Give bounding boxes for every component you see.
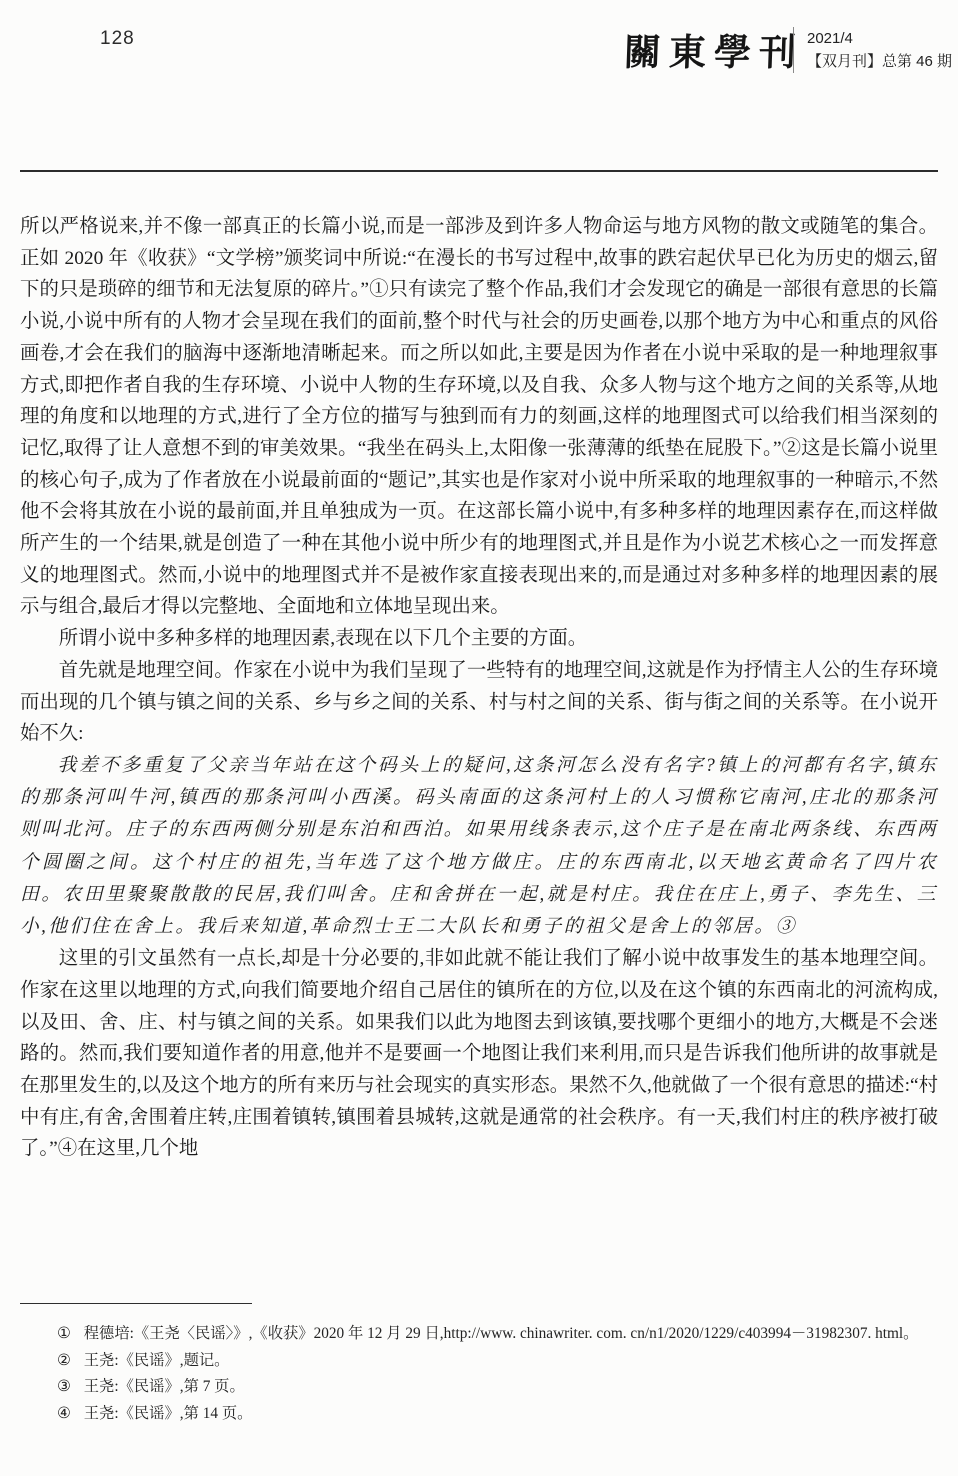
block-quote: 我差不多重复了父亲当年站在这个码头上的疑问,这条河怎么没有名字?镇上的河都有名字,镇东的那条河叫牛河,镇西的那条河叫小西溪。码头南面的这条河村上的人习惯称它南河,庄北的那条河则叫北河。庄子的东西两侧分别是东泊和西泊。如果用线条表示,这个庄子是在南北两条线、东西两个圆圈之间。这个村庄的祖先,当年选了这个地方做庄。庄的东西南北,以天地玄黄命名了四片农田。农田里聚聚散散的民居,我们叫舍。庄和舍拼在一起,就是村庄。我住在庄上,勇子、李先生、三小,他们住在舍上。我后来知道,革命烈士王二大队长和勇子的祖父是舍上的邻居。③ <box>20 754 938 937</box>
issue-info: 【双月刊】总第 46 期 <box>807 53 953 70</box>
footnote-1 <box>20 1321 936 1348</box>
paragraph-1: 所以严格说来,并不像一部真正的长篇小说,而是一部涉及到许多人物命运与地方风物的散文或随笔的集合。正如 2020 年《收获》“文学榜”颁奖词中所说:“在漫长的书写过程中,故事的跌宕起伏早已化为历史的烟云,留下的只是琐碎的细节和无法复原的碎片。”①只有读完了整个作品,我们才会发现它的确是一部很有意思的长篇小说,小说中所有的人物才会呈现在我们的面前,整个时代与社会的历史画卷,以那个地方为中心和重点的风俗画卷,才会在我们的脑海中逐渐地清晰起来。而之所以如此,主要是因为作者在小说中采取的是一种地理叙事方式,即把作者自我的生存环境、小说中人物的生存环境,以及自我、众多人物与这个地方之间的关系等,从地理的角度和以地理的方式,进行了全方位的描写与独到而有力的刻画,这样的地理图式可以给我们相当深刻的记忆,取得了让人意想不到的审美效果。“我坐在码头上,太阳像一张薄薄的纸垫在屁股下。”②这是长篇小说里的核心句子,成为了作者放在小说最前面的“题记”,其实也是作家对小说中所采取的地理叙事的一种暗示,不然他不会将其放在小说的最前面,并且单独成为一页。在这部长篇小说中,有多种多样的地理因素存在,而这样做所产生的一个结果,就是创造了一种在其他小说中所少有的地理图式,并且是作为小说艺术核心之一而发挥意义的地理图式。然而,小说中的地理图式并不是被作家直接表现出来的,而是通过对多种多样的地理因素的展示与组合,最后才得以完整地、全面地和立体地呈现出来。 <box>20 216 938 618</box>
footnote-3-text: 王尧:《民谣》,第 7 页。 <box>83 1378 245 1396</box>
page-number: 128 <box>100 28 135 49</box>
paragraph-3: 首先就是地理空间。作家在小说中为我们呈现了一些特有的地理空间,这就是作为抒情主人公的生存环境而出现的几个镇与镇之间的关系、乡与乡之间的关系、村与村之间的关系、街与街之间的关系等。在小说开始不久: <box>20 659 938 745</box>
issue-block <box>793 27 952 73</box>
footnote-3 <box>20 1374 936 1401</box>
footnote-4-text: 王尧:《民谣》,第 14 页。 <box>83 1404 253 1422</box>
issue-number: 2021/4 <box>807 30 853 47</box>
footnote-2 <box>20 1348 936 1375</box>
footnote-2-marker: ② <box>57 1351 71 1369</box>
paragraph-2: 所谓小说中多种多样的地理因素,表现在以下几个主要的方面。 <box>58 628 588 650</box>
footnote-divider <box>20 1303 252 1304</box>
header-rule <box>20 170 938 172</box>
footnote-1-marker: ① <box>57 1325 71 1342</box>
footnotes-section <box>20 1303 936 1427</box>
article-body <box>20 211 938 1165</box>
paragraph-4: 这里的引文虽然有一点长,却是十分必要的,非如此就不能让我们了解小说中故事发生的基本地理空间。作家在这里以地理的方式,向我们简要地介绍自己居住的镇所在的方位,以及在这个镇的东西南北的河流构成,以及田、舍、庄、村与镇之间的关系。如果我们以此为地图去到该镇,要找哪个更细小的地方,大概是不会迷路的。然而,我们要知道作者的用意,他并不是要画一个地图让我们来利用,而只是告诉我们他所讲的故事就是在那里发生的,以及这个地方的所有来历与社会现实的真实形态。果然不久,他就做了一个很有意思的描述:“村中有庄,有舍,舍围着庄转,庄围着镇转,镇围着县城转,这就是通常的社会秩序。有一天,我们村庄的秩序被打破了。”④在这里,几个地 <box>20 948 938 1160</box>
journal-logo: 關東學刊 <box>623 30 805 74</box>
footnote-1-text: 程德培:《王尧〈民谣〉》,《收获》2020 年 12 月 29 日,http://www. chinawriter. com. cn/n1/2020/1229/c403994－31982307. html。 <box>83 1325 919 1342</box>
footnote-3-marker: ③ <box>57 1378 71 1396</box>
footnote-4 <box>20 1401 936 1428</box>
footnote-4-marker: ④ <box>57 1404 71 1422</box>
footnote-2-text: 王尧:《民谣》,题记。 <box>83 1351 230 1369</box>
